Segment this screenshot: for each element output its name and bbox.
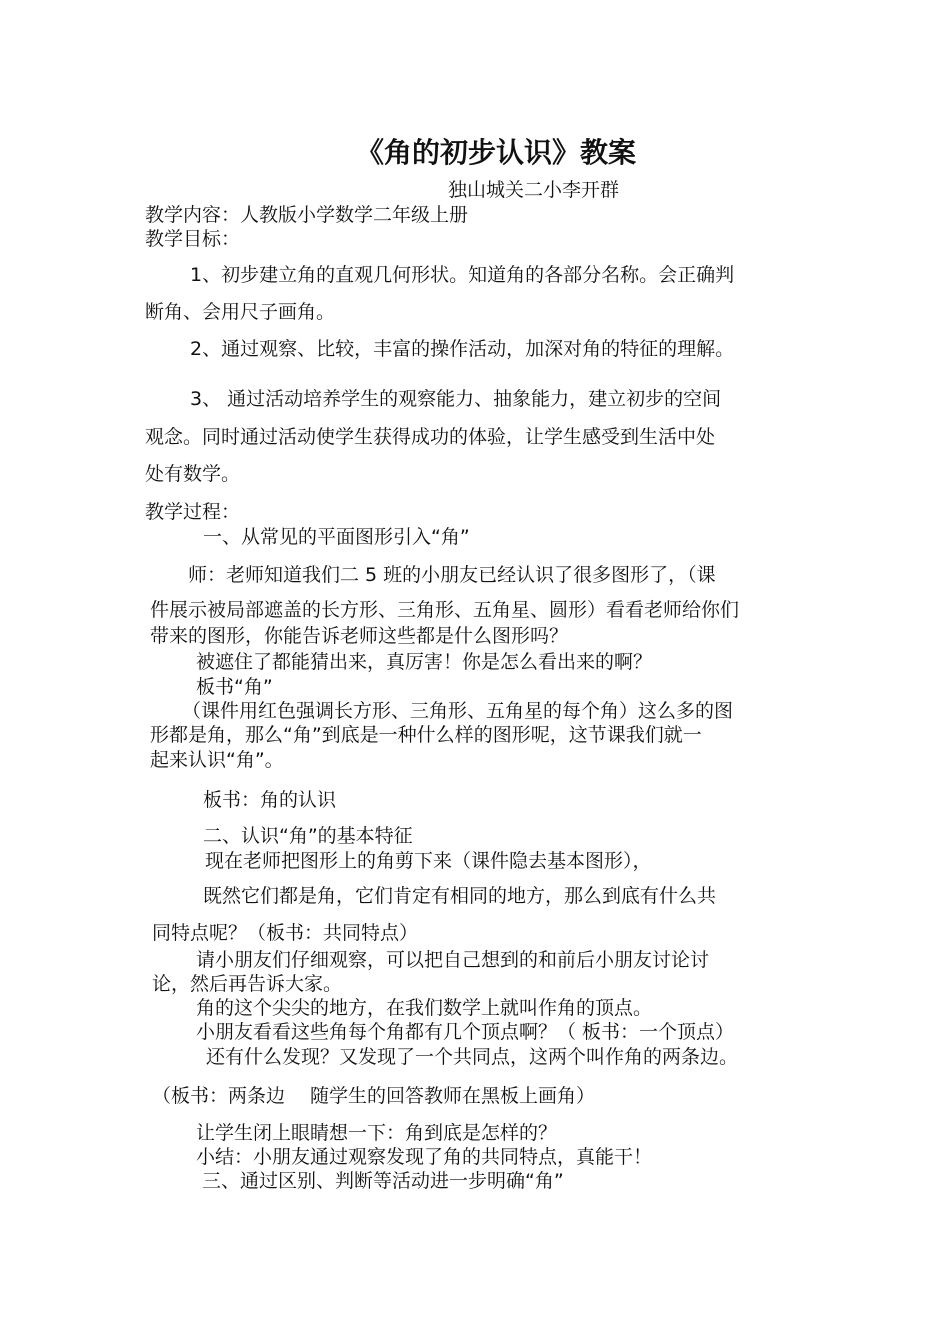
- paragraph-line: 小结：小朋友通过观察发现了角的共同特点，真能干！: [196, 1146, 653, 1168]
- paragraph-line: 起来认识“角”。: [150, 749, 284, 771]
- teaching-content: 教学内容：人教版小学数学二年级上册: [145, 204, 469, 226]
- paragraph-line: 既然它们都是角，它们肯定有相同的地方，那么到底有什么共: [203, 885, 717, 907]
- paragraph-line: 同特点呢？（板书：共同特点）: [152, 922, 419, 944]
- paragraph-line: 还有什么发现？又发现了一个共同点，这两个叫作角的两条边。: [206, 1046, 739, 1068]
- paragraph-line: 件展示被局部遮盖的长方形、三角形、五角星、圆形）看看老师给你们: [150, 599, 740, 621]
- paragraph-line: 小朋友看看这些角每个角都有几个顶点啊？（ 板书：一个顶点）: [196, 1021, 735, 1043]
- paragraph-line: （课件用红色强调长方形、三角形、五角星的每个角）这么多的图: [182, 700, 734, 722]
- paragraph-line: 角的这个尖尖的地方，在我们数学上就叫作角的顶点。: [196, 997, 653, 1019]
- section-1-heading: 一、从常见的平面图形引入“角”: [203, 526, 470, 548]
- goal-3-line-3: 处有数学。: [145, 463, 241, 485]
- goal-1-line-2: 断角、会用尺子画角。: [145, 301, 336, 323]
- teaching-process-heading: 教学过程：: [145, 501, 241, 523]
- document-title: 《角的初步认识》教案: [356, 136, 637, 169]
- paragraph-line: （板书：两条边 随学生的回答教师在黑板上画角）: [152, 1085, 596, 1107]
- goal-3-line-1: 3、 通过活动培养学生的观察能力、抽象能力，建立初步的空间: [190, 388, 722, 410]
- section-2-heading: 二、认识“角”的基本特征: [203, 825, 413, 847]
- paragraph-line: 论，然后再告诉大家。: [152, 973, 343, 995]
- document-author: 独山城关二小李开群: [448, 179, 620, 201]
- paragraph-line: 板书：角的认识: [203, 789, 337, 811]
- goal-2: 2、通过观察、比较，丰富的操作活动，加深对角的特征的理解。: [190, 338, 735, 360]
- teaching-goals-heading: 教学目标：: [145, 228, 241, 250]
- paragraph-line: 请小朋友们仔细观察，可以把自己想到的和前后小朋友讨论讨: [196, 949, 710, 971]
- paragraph-line: 师：老师知道我们二 5 班的小朋友已经认识了很多图形了，（课: [188, 564, 716, 586]
- goal-1-line-1: 1、初步建立角的直观几何形状。知道角的各部分名称。会正确判: [190, 264, 735, 286]
- paragraph-line: 板书“角”: [196, 676, 273, 698]
- goal-3-line-2: 观念。同时通过活动使学生获得成功的体验，让学生感受到生活中处: [145, 426, 716, 448]
- paragraph-line: 让学生闭上眼睛想一下：角到底是怎样的？: [196, 1122, 558, 1144]
- paragraph-line: 现在老师把图形上的角剪下来（课件隐去基本图形），: [205, 850, 652, 872]
- section-3-heading: 三、通过区别、判断等活动进一步明确“角”: [202, 1170, 564, 1192]
- paragraph-line: 形都是角，那么“角”到底是一种什么样的图形呢，这节课我们就一: [150, 724, 702, 746]
- paragraph-line: 被遮住了都能猜出来，真厉害！你是怎么看出来的啊？: [196, 651, 653, 673]
- paragraph-line: 带来的图形，你能告诉老师这些都是什么图形吗？: [150, 625, 569, 647]
